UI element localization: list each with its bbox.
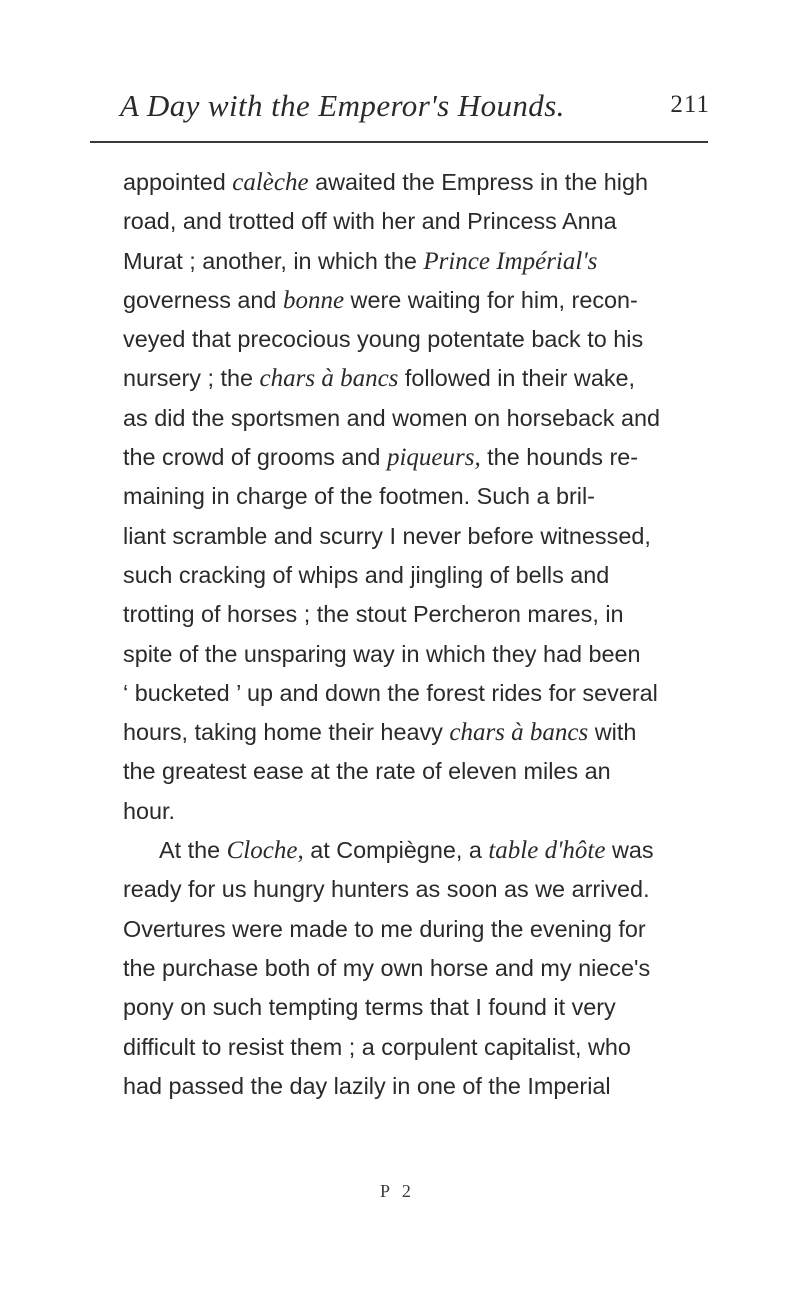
running-header [120, 88, 710, 128]
italic-term: calèche [232, 169, 309, 196]
text-line: difficult to resist them ; a corpulent capitalist, who [123, 1033, 631, 1060]
text-span: nursery ; the [123, 365, 260, 392]
italic-term: chars à bancs [449, 719, 589, 747]
italic-term: Cloche, [226, 837, 304, 865]
text-span: hours, taking home their heavy [123, 719, 450, 746]
italic-term: chars à bancs [259, 365, 399, 393]
text-span: governess and [123, 286, 283, 313]
text-line: ‘ bucketed ’ up and down the forest rides for several [123, 679, 658, 706]
text-line: hour. [123, 797, 176, 824]
text-line: such cracking of whips and jingling of bells and [123, 561, 610, 588]
text-line: spite of the unsparing way in which they had been [123, 640, 641, 667]
italic-term: table d'hôte [488, 837, 606, 865]
text-line: the purchase both of my own horse and my niece's [123, 954, 651, 981]
text-span: the hounds re- [480, 444, 639, 471]
text-line: road, and trotted off with her and Princess Anna [123, 208, 617, 235]
header-rule [90, 141, 708, 143]
italic-term: piqueurs, [386, 444, 481, 472]
text-line: as did the sportsmen and women on horseback and [123, 404, 661, 431]
text-span: was [605, 837, 654, 864]
signature-mark: P 2 [380, 1181, 415, 1201]
body-text [123, 163, 733, 1106]
text-line: ready for us hungry hunters as soon as we arrived. [123, 876, 650, 903]
text-line [123, 713, 733, 752]
text-span: Murat ; another, in which the [123, 247, 424, 274]
text-line [123, 281, 733, 320]
italic-term: bonne [282, 286, 345, 314]
text-line [123, 242, 733, 281]
text-line: maining in charge of the footmen. Such a bril- [123, 483, 595, 510]
running-title: A Day with the Emperor's Hounds. [120, 88, 565, 123]
text-span: awaited the Empress in the high [308, 169, 648, 195]
text-span: the crowd of grooms and [123, 444, 387, 471]
text-line: trotting of horses ; the stout Percheron mares, in [123, 601, 624, 628]
text-span: At the [159, 837, 227, 864]
text-span: with [588, 719, 637, 746]
italic-term: Prince Impérial's [423, 247, 598, 275]
text-line: Overtures were made to me during the evening for [123, 915, 646, 942]
text-line [123, 359, 733, 398]
text-line: liant scramble and scurry I never before witnessed, [123, 522, 651, 549]
page-number: 211 [670, 91, 710, 118]
text-line: pony on such tempting terms that I found it very [123, 994, 616, 1021]
text-line: veyed that precocious young potentate back to his [123, 326, 644, 353]
text-line [123, 163, 733, 202]
paragraph-start-line [123, 831, 733, 870]
text-line: had passed the day lazily in one of the Imperial [123, 1072, 611, 1099]
text-span: were waiting for him, recon- [344, 286, 638, 313]
text-line: the greatest ease at the rate of eleven miles an [123, 758, 611, 785]
text-line [123, 438, 733, 477]
text-span: appointed [123, 169, 233, 195]
text-span: followed in their wake, [398, 365, 636, 392]
text-span: at Compiègne, a [303, 837, 489, 864]
